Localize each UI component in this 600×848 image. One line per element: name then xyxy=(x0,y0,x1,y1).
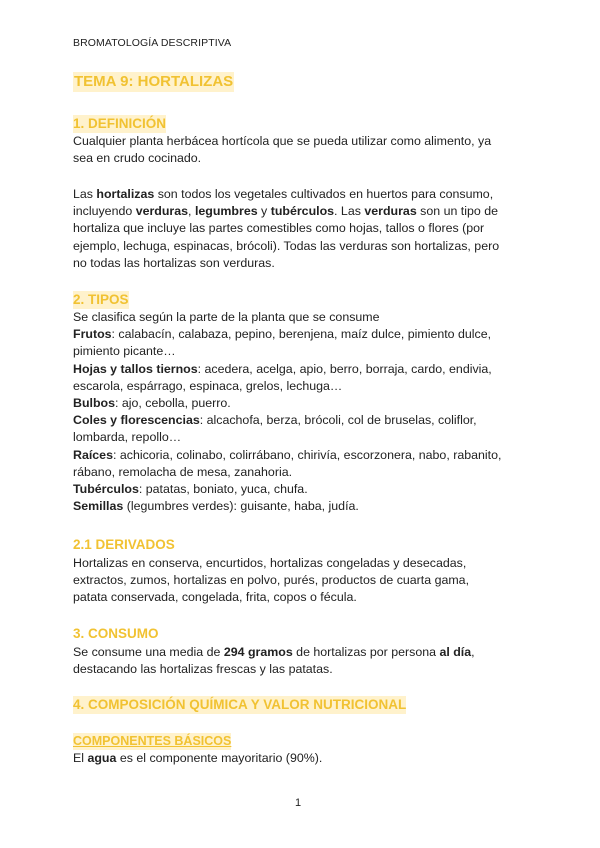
text-line: Hortalizas en conserva, encurtidos, hortalizas congeladas y desecadas, xyxy=(73,556,467,570)
list-item: Bulbos: ajo, cebolla, puerro. xyxy=(73,396,231,411)
section-heading-definicion: 1. DEFINICIÓN xyxy=(73,116,167,131)
list-item: Semillas (legumbres verdes): guisante, haba, judía. xyxy=(73,499,359,514)
text-line: no todas las hortalizas son verduras. xyxy=(73,255,275,270)
definicion-paragraph-1 xyxy=(73,133,533,167)
page-title: TEMA 9: HORTALIZAS xyxy=(74,73,234,90)
text-line: Se consume una media de 294 gramos de hortalizas por persona al día, xyxy=(73,645,475,659)
derivados-paragraph xyxy=(73,555,533,607)
text-line: lombarda, repollo… xyxy=(73,430,182,445)
list-item: Raíces: achicoria, colinabo, colirrábano, chirivía, escorzonera, nabo, rabanito, xyxy=(73,447,502,462)
text-line: incluyendo verduras, legumbres y tubérculos. Las verduras son un tipo de xyxy=(73,204,499,219)
text-line: escarola, espárrago, espinaca, grelos, lechuga… xyxy=(73,378,343,393)
bold-term: hortalizas xyxy=(96,187,155,201)
composicion-paragraph xyxy=(73,750,533,767)
bold-term: verduras xyxy=(364,204,417,219)
section-heading-derivados: 2.1 DERIVADOS xyxy=(73,537,175,552)
text-line: Se clasifica según la parte de la planta que se consume xyxy=(73,310,380,324)
text-line: patata conservada, congelada, frita, copos o fécula. xyxy=(73,590,357,605)
text-line: Cualquier planta herbácea hortícola que se pueda utilizar como alimento, ya xyxy=(73,134,492,148)
bold-term: 294 gramos xyxy=(223,645,293,659)
list-item: Tubérculos: patatas, boniato, yuca, chufa. xyxy=(73,482,308,497)
text-line: hortaliza que incluye las partes comestibles como hojas, tallos o flores (por xyxy=(73,221,485,236)
page-number: 1 xyxy=(295,797,302,809)
section-heading-consumo: 3. CONSUMO xyxy=(73,626,159,641)
section-heading-composicion: 4. COMPOSICIÓN QUÍMICA Y VALOR NUTRICIONAL xyxy=(73,697,407,712)
text-line: extractos, zumos, hortalizas en polvo, purés, productos de cuarta gama, xyxy=(73,573,470,588)
text-line: sea en crudo cocinado. xyxy=(73,151,202,166)
text-line: Las hortalizas son todos los vegetales cultivados en huertos para consumo, xyxy=(73,187,494,201)
text-line: El agua es el componente mayoritario (90%). xyxy=(73,751,323,765)
bold-term: tubérculos xyxy=(270,204,335,219)
running-header: BROMATOLOGÍA DESCRIPTIVA xyxy=(73,37,232,49)
consumo-paragraph xyxy=(73,644,533,678)
text-line: rábano, remolacha de mesa, zanahoria. xyxy=(73,464,293,479)
text-line: ejemplo, lechuga, espinacas, brócoli). Todas las verduras son hortalizas, pero xyxy=(73,238,500,253)
bold-term: verduras xyxy=(135,204,189,219)
bold-term: al día xyxy=(439,645,472,659)
list-item: Coles y florescencias: alcachofa, berza, brócoli, col de bruselas, coliflor, xyxy=(73,413,477,428)
definicion-paragraph-2 xyxy=(73,186,533,272)
section-heading-tipos: 2. TIPOS xyxy=(73,292,129,307)
bold-term: legumbres xyxy=(194,204,258,219)
bold-term: agua xyxy=(87,751,117,765)
text-line: pimiento picante… xyxy=(73,344,176,359)
tipos-list xyxy=(73,309,533,515)
list-item: Frutos: calabacín, calabaza, pepino, berenjena, maíz dulce, pimiento dulce, xyxy=(73,327,492,342)
text-line: destacando las hortalizas frescas y las patatas. xyxy=(73,662,333,677)
list-item: Hojas y tallos tiernos: acedera, acelga, apio, berro, borraja, cardo, endivia, xyxy=(73,361,492,376)
subheading-componentes-basicos: COMPONENTES BÁSICOS xyxy=(73,734,232,748)
